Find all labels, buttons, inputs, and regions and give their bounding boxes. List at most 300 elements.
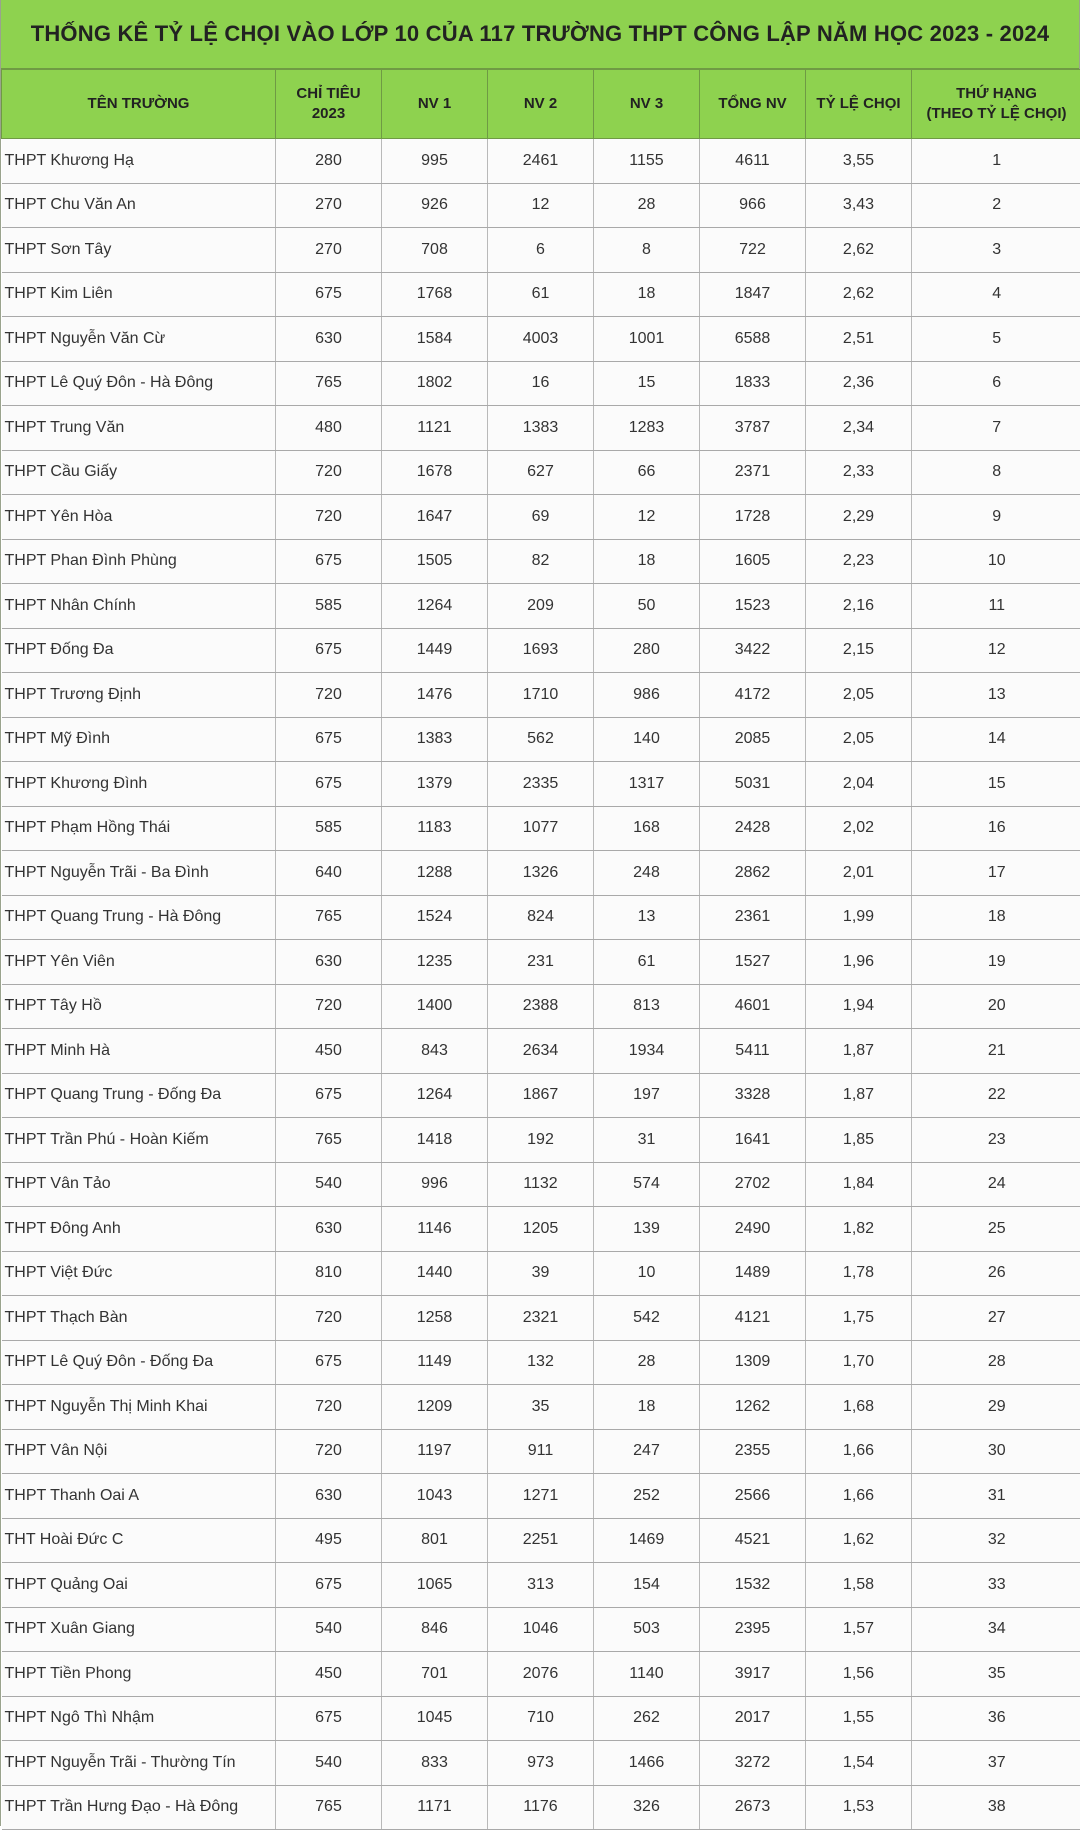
cell-nv3: 1317 xyxy=(594,762,700,807)
cell-rank: 9 xyxy=(912,495,1080,540)
cell-total-nv: 4611 xyxy=(700,139,806,184)
cell-nv3: 247 xyxy=(594,1429,700,1474)
cell-school-name: THPT Quang Trung - Đống Đa xyxy=(2,1073,276,1118)
cell-nv2: 1205 xyxy=(488,1207,594,1252)
cell-rank: 7 xyxy=(912,406,1080,451)
cell-rank: 20 xyxy=(912,984,1080,1029)
cell-quota: 675 xyxy=(276,628,382,673)
cell-nv1: 1264 xyxy=(382,1073,488,1118)
table-row xyxy=(2,1296,1080,1341)
title-bar xyxy=(1,0,1079,69)
cell-rank: 28 xyxy=(912,1340,1080,1385)
cell-total-nv: 1489 xyxy=(700,1251,806,1296)
cell-school-name: THPT Nguyễn Văn Cừ xyxy=(2,317,276,362)
cell-nv1: 1678 xyxy=(382,450,488,495)
cell-total-nv: 2490 xyxy=(700,1207,806,1252)
cell-quota: 765 xyxy=(276,361,382,406)
cell-rank: 10 xyxy=(912,539,1080,584)
cell-nv3: 248 xyxy=(594,851,700,896)
cell-total-nv: 4172 xyxy=(700,673,806,718)
cell-rank: 2 xyxy=(912,183,1080,228)
cell-nv3: 13 xyxy=(594,895,700,940)
cell-total-nv: 1605 xyxy=(700,539,806,584)
cell-nv2: 61 xyxy=(488,272,594,317)
cell-nv2: 973 xyxy=(488,1741,594,1786)
cell-total-nv: 1728 xyxy=(700,495,806,540)
cell-total-nv: 4121 xyxy=(700,1296,806,1341)
cell-quota: 675 xyxy=(276,717,382,762)
header-rank: THỨ HẠNG (THEO TỶ LỆ CHỌI) xyxy=(912,70,1080,139)
cell-school-name: THPT Nguyễn Trãi - Thường Tín xyxy=(2,1741,276,1786)
cell-nv1: 1418 xyxy=(382,1118,488,1163)
cell-quota: 585 xyxy=(276,584,382,629)
cell-nv2: 562 xyxy=(488,717,594,762)
cell-ratio: 2,51 xyxy=(806,317,912,362)
cell-school-name: THPT Kim Liên xyxy=(2,272,276,317)
cell-nv2: 1693 xyxy=(488,628,594,673)
cell-rank: 19 xyxy=(912,940,1080,985)
table-row xyxy=(2,1563,1080,1608)
cell-rank: 26 xyxy=(912,1251,1080,1296)
table-row xyxy=(2,895,1080,940)
cell-school-name: THPT Xuân Giang xyxy=(2,1607,276,1652)
table-row xyxy=(2,1741,1080,1786)
cell-ratio: 2,02 xyxy=(806,806,912,851)
cell-rank: 12 xyxy=(912,628,1080,673)
cell-quota: 495 xyxy=(276,1518,382,1563)
cell-school-name: THPT Trần Phú - Hoàn Kiếm xyxy=(2,1118,276,1163)
table-row xyxy=(2,361,1080,406)
cell-rank: 34 xyxy=(912,1607,1080,1652)
cell-quota: 720 xyxy=(276,495,382,540)
cell-nv1: 801 xyxy=(382,1518,488,1563)
table-row xyxy=(2,495,1080,540)
cell-ratio: 2,05 xyxy=(806,717,912,762)
cell-nv1: 1440 xyxy=(382,1251,488,1296)
cell-total-nv: 1847 xyxy=(700,272,806,317)
cell-total-nv: 4521 xyxy=(700,1518,806,1563)
cell-total-nv: 1833 xyxy=(700,361,806,406)
table-row xyxy=(2,1073,1080,1118)
cell-total-nv: 5411 xyxy=(700,1029,806,1074)
cell-ratio: 2,33 xyxy=(806,450,912,495)
cell-nv1: 1264 xyxy=(382,584,488,629)
cell-rank: 32 xyxy=(912,1518,1080,1563)
cell-nv1: 1183 xyxy=(382,806,488,851)
cell-total-nv: 2017 xyxy=(700,1696,806,1741)
cell-school-name: THPT Nguyễn Thị Minh Khai xyxy=(2,1385,276,1430)
cell-school-name: THPT Cầu Giấy xyxy=(2,450,276,495)
cell-school-name: THPT Sơn Tây xyxy=(2,228,276,273)
cell-rank: 18 xyxy=(912,895,1080,940)
cell-total-nv: 5031 xyxy=(700,762,806,807)
cell-nv2: 69 xyxy=(488,495,594,540)
header-nv3: NV 3 xyxy=(594,70,700,139)
cell-nv3: 1155 xyxy=(594,139,700,184)
cell-rank: 38 xyxy=(912,1785,1080,1830)
table-row xyxy=(2,984,1080,1029)
cell-nv2: 12 xyxy=(488,183,594,228)
cell-nv1: 1379 xyxy=(382,762,488,807)
cell-quota: 720 xyxy=(276,1429,382,1474)
cell-rank: 8 xyxy=(912,450,1080,495)
table-row xyxy=(2,1118,1080,1163)
table-row xyxy=(2,183,1080,228)
cell-ratio: 1,57 xyxy=(806,1607,912,1652)
cell-nv2: 1867 xyxy=(488,1073,594,1118)
cell-rank: 22 xyxy=(912,1073,1080,1118)
cell-quota: 720 xyxy=(276,1385,382,1430)
table-row xyxy=(2,673,1080,718)
cell-nv1: 1149 xyxy=(382,1340,488,1385)
cell-nv2: 824 xyxy=(488,895,594,940)
cell-nv2: 1176 xyxy=(488,1785,594,1830)
cell-nv2: 1046 xyxy=(488,1607,594,1652)
table-row xyxy=(2,406,1080,451)
cell-nv3: 574 xyxy=(594,1162,700,1207)
cell-ratio: 1,84 xyxy=(806,1162,912,1207)
cell-nv1: 1400 xyxy=(382,984,488,1029)
cell-nv2: 710 xyxy=(488,1696,594,1741)
cell-nv1: 1288 xyxy=(382,851,488,896)
cell-nv1: 1383 xyxy=(382,717,488,762)
cell-nv2: 313 xyxy=(488,1563,594,1608)
cell-total-nv: 2566 xyxy=(700,1474,806,1519)
cell-school-name: THPT Tiền Phong xyxy=(2,1652,276,1697)
cell-quota: 630 xyxy=(276,1474,382,1519)
cell-rank: 33 xyxy=(912,1563,1080,1608)
cell-nv2: 16 xyxy=(488,361,594,406)
cell-nv2: 2321 xyxy=(488,1296,594,1341)
cell-total-nv: 3272 xyxy=(700,1741,806,1786)
cell-rank: 37 xyxy=(912,1741,1080,1786)
cell-nv3: 1934 xyxy=(594,1029,700,1074)
cell-quota: 720 xyxy=(276,450,382,495)
cell-quota: 810 xyxy=(276,1251,382,1296)
cell-total-nv: 2371 xyxy=(700,450,806,495)
cell-rank: 31 xyxy=(912,1474,1080,1519)
cell-nv3: 1466 xyxy=(594,1741,700,1786)
cell-rank: 30 xyxy=(912,1429,1080,1474)
table-body xyxy=(2,139,1080,1830)
cell-rank: 24 xyxy=(912,1162,1080,1207)
cell-nv3: 8 xyxy=(594,228,700,273)
table-row xyxy=(2,940,1080,985)
cell-nv3: 15 xyxy=(594,361,700,406)
cell-nv1: 1647 xyxy=(382,495,488,540)
cell-school-name: THPT Khương Hạ xyxy=(2,139,276,184)
cell-nv1: 1197 xyxy=(382,1429,488,1474)
table-row xyxy=(2,1429,1080,1474)
cell-ratio: 1,99 xyxy=(806,895,912,940)
cell-nv2: 1271 xyxy=(488,1474,594,1519)
cell-ratio: 1,87 xyxy=(806,1029,912,1074)
cell-ratio: 2,16 xyxy=(806,584,912,629)
header-total-nv: TỔNG NV xyxy=(700,70,806,139)
table-row xyxy=(2,806,1080,851)
cell-nv3: 139 xyxy=(594,1207,700,1252)
cell-total-nv: 1641 xyxy=(700,1118,806,1163)
cell-total-nv: 1262 xyxy=(700,1385,806,1430)
cell-nv3: 326 xyxy=(594,1785,700,1830)
header-nv1: NV 1 xyxy=(382,70,488,139)
cell-nv3: 1140 xyxy=(594,1652,700,1697)
cell-school-name: THPT Minh Hà xyxy=(2,1029,276,1074)
cell-total-nv: 2673 xyxy=(700,1785,806,1830)
cell-nv3: 18 xyxy=(594,1385,700,1430)
cell-school-name: THPT Thanh Oai A xyxy=(2,1474,276,1519)
cell-ratio: 1,53 xyxy=(806,1785,912,1830)
cell-ratio: 1,85 xyxy=(806,1118,912,1163)
cell-nv3: 542 xyxy=(594,1296,700,1341)
cell-ratio: 1,82 xyxy=(806,1207,912,1252)
cell-total-nv: 3917 xyxy=(700,1652,806,1697)
cell-school-name: THPT Quảng Oai xyxy=(2,1563,276,1608)
cell-nv1: 843 xyxy=(382,1029,488,1074)
cell-rank: 25 xyxy=(912,1207,1080,1252)
cell-school-name: THPT Khương Đình xyxy=(2,762,276,807)
cell-nv2: 2076 xyxy=(488,1652,594,1697)
cell-total-nv: 966 xyxy=(700,183,806,228)
cell-nv2: 209 xyxy=(488,584,594,629)
cell-rank: 23 xyxy=(912,1118,1080,1163)
cell-quota: 630 xyxy=(276,940,382,985)
cell-nv1: 708 xyxy=(382,228,488,273)
cell-nv2: 192 xyxy=(488,1118,594,1163)
cell-school-name: THPT Ngô Thì Nhậm xyxy=(2,1696,276,1741)
cell-total-nv: 2862 xyxy=(700,851,806,896)
cell-quota: 675 xyxy=(276,1073,382,1118)
cell-ratio: 2,29 xyxy=(806,495,912,540)
cell-school-name: THPT Vân Tảo xyxy=(2,1162,276,1207)
cell-quota: 765 xyxy=(276,895,382,940)
cell-nv2: 6 xyxy=(488,228,594,273)
table-row xyxy=(2,717,1080,762)
cell-quota: 270 xyxy=(276,183,382,228)
cell-nv2: 911 xyxy=(488,1429,594,1474)
cell-quota: 675 xyxy=(276,1696,382,1741)
cell-nv1: 1146 xyxy=(382,1207,488,1252)
cell-school-name: THPT Nguyễn Trãi - Ba Đình xyxy=(2,851,276,896)
cell-school-name: THPT Việt Đức xyxy=(2,1251,276,1296)
cell-ratio: 2,04 xyxy=(806,762,912,807)
cell-quota: 540 xyxy=(276,1607,382,1652)
cell-nv1: 1584 xyxy=(382,317,488,362)
cell-quota: 540 xyxy=(276,1162,382,1207)
cell-nv1: 1065 xyxy=(382,1563,488,1608)
cell-rank: 35 xyxy=(912,1652,1080,1697)
cell-nv1: 1171 xyxy=(382,1785,488,1830)
table-row xyxy=(2,1385,1080,1430)
cell-nv3: 18 xyxy=(594,539,700,584)
cell-school-name: THPT Quang Trung - Hà Đông xyxy=(2,895,276,940)
cell-school-name: THPT Tây Hồ xyxy=(2,984,276,1029)
cell-nv1: 1505 xyxy=(382,539,488,584)
cell-nv1: 1802 xyxy=(382,361,488,406)
cell-nv2: 82 xyxy=(488,539,594,584)
table-row xyxy=(2,762,1080,807)
table-row xyxy=(2,139,1080,184)
cell-school-name: THPT Trương Định xyxy=(2,673,276,718)
cell-school-name: THPT Yên Viên xyxy=(2,940,276,985)
cell-total-nv: 2428 xyxy=(700,806,806,851)
cell-nv1: 995 xyxy=(382,139,488,184)
cell-rank: 14 xyxy=(912,717,1080,762)
cell-nv3: 50 xyxy=(594,584,700,629)
cell-quota: 675 xyxy=(276,272,382,317)
cell-ratio: 1,55 xyxy=(806,1696,912,1741)
cell-school-name: THPT Lê Quý Đôn - Đống Đa xyxy=(2,1340,276,1385)
cell-total-nv: 1309 xyxy=(700,1340,806,1385)
cell-nv3: 986 xyxy=(594,673,700,718)
cell-ratio: 2,62 xyxy=(806,272,912,317)
cell-total-nv: 4601 xyxy=(700,984,806,1029)
table-row xyxy=(2,1029,1080,1074)
cell-ratio: 1,58 xyxy=(806,1563,912,1608)
cell-ratio: 3,55 xyxy=(806,139,912,184)
cell-school-name: THPT Chu Văn An xyxy=(2,183,276,228)
cell-total-nv: 3422 xyxy=(700,628,806,673)
cell-quota: 480 xyxy=(276,406,382,451)
cell-school-name: THT Hoài Đức C xyxy=(2,1518,276,1563)
cell-total-nv: 1532 xyxy=(700,1563,806,1608)
cell-total-nv: 3787 xyxy=(700,406,806,451)
cell-nv1: 1043 xyxy=(382,1474,488,1519)
cell-ratio: 1,78 xyxy=(806,1251,912,1296)
cell-quota: 630 xyxy=(276,1207,382,1252)
cell-nv3: 503 xyxy=(594,1607,700,1652)
cell-ratio: 1,54 xyxy=(806,1741,912,1786)
cell-total-nv: 1523 xyxy=(700,584,806,629)
cell-school-name: THPT Thạch Bàn xyxy=(2,1296,276,1341)
cell-rank: 6 xyxy=(912,361,1080,406)
cell-school-name: THPT Đống Đa xyxy=(2,628,276,673)
cell-nv2: 1077 xyxy=(488,806,594,851)
cell-ratio: 1,66 xyxy=(806,1429,912,1474)
cell-quota: 765 xyxy=(276,1118,382,1163)
cell-quota: 765 xyxy=(276,1785,382,1830)
cell-nv3: 168 xyxy=(594,806,700,851)
cell-nv3: 280 xyxy=(594,628,700,673)
cell-nv3: 28 xyxy=(594,1340,700,1385)
header-nv2: NV 2 xyxy=(488,70,594,139)
cell-nv2: 2335 xyxy=(488,762,594,807)
table-row xyxy=(2,317,1080,362)
table-row xyxy=(2,851,1080,896)
cell-total-nv: 2355 xyxy=(700,1429,806,1474)
table-row xyxy=(2,1607,1080,1652)
cell-ratio: 1,56 xyxy=(806,1652,912,1697)
cell-nv3: 140 xyxy=(594,717,700,762)
cell-school-name: THPT Phan Đình Phùng xyxy=(2,539,276,584)
cell-ratio: 1,96 xyxy=(806,940,912,985)
cell-nv1: 1476 xyxy=(382,673,488,718)
cell-nv3: 66 xyxy=(594,450,700,495)
cell-school-name: THPT Yên Hòa xyxy=(2,495,276,540)
cell-nv1: 1235 xyxy=(382,940,488,985)
cell-nv3: 252 xyxy=(594,1474,700,1519)
cell-rank: 4 xyxy=(912,272,1080,317)
cell-rank: 17 xyxy=(912,851,1080,896)
cell-nv1: 701 xyxy=(382,1652,488,1697)
cell-school-name: THPT Nhân Chính xyxy=(2,584,276,629)
table-row xyxy=(2,1207,1080,1252)
cell-total-nv: 2085 xyxy=(700,717,806,762)
cell-total-nv: 722 xyxy=(700,228,806,273)
cell-nv2: 1132 xyxy=(488,1162,594,1207)
table-row xyxy=(2,1251,1080,1296)
table-row xyxy=(2,539,1080,584)
table-row xyxy=(2,272,1080,317)
table-row xyxy=(2,1474,1080,1519)
cell-rank: 27 xyxy=(912,1296,1080,1341)
cell-nv2: 35 xyxy=(488,1385,594,1430)
cell-nv1: 1449 xyxy=(382,628,488,673)
cell-school-name: THPT Mỹ Đình xyxy=(2,717,276,762)
cell-nv1: 1524 xyxy=(382,895,488,940)
cell-ratio: 2,23 xyxy=(806,539,912,584)
table-row xyxy=(2,1696,1080,1741)
cell-ratio: 1,66 xyxy=(806,1474,912,1519)
cell-ratio: 1,87 xyxy=(806,1073,912,1118)
cell-rank: 15 xyxy=(912,762,1080,807)
table-row xyxy=(2,1340,1080,1385)
cell-nv3: 154 xyxy=(594,1563,700,1608)
table-row xyxy=(2,1518,1080,1563)
cell-ratio: 3,43 xyxy=(806,183,912,228)
cell-nv2: 132 xyxy=(488,1340,594,1385)
cell-nv1: 926 xyxy=(382,183,488,228)
cell-nv2: 1383 xyxy=(488,406,594,451)
cell-nv3: 1469 xyxy=(594,1518,700,1563)
cell-nv3: 1283 xyxy=(594,406,700,451)
cell-school-name: THPT Phạm Hồng Thái xyxy=(2,806,276,851)
cell-nv3: 813 xyxy=(594,984,700,1029)
cell-school-name: THPT Trần Hưng Đạo - Hà Đông xyxy=(2,1785,276,1830)
cell-nv1: 833 xyxy=(382,1741,488,1786)
table-row xyxy=(2,1652,1080,1697)
cell-school-name: THPT Đông Anh xyxy=(2,1207,276,1252)
cell-quota: 675 xyxy=(276,1563,382,1608)
cell-nv3: 12 xyxy=(594,495,700,540)
cell-rank: 29 xyxy=(912,1385,1080,1430)
cell-nv2: 2251 xyxy=(488,1518,594,1563)
table-row xyxy=(2,1785,1080,1830)
cell-ratio: 2,15 xyxy=(806,628,912,673)
cell-school-name: THPT Vân Nội xyxy=(2,1429,276,1474)
page-title: THỐNG KÊ TỶ LỆ CHỌI VÀO LỚP 10 CỦA 117 TRƯỜNG THPT CÔNG LẬP NĂM HỌC 2023 - 2024 xyxy=(31,21,1050,47)
school-ratio-table xyxy=(1,69,1080,1830)
cell-nv1: 1209 xyxy=(382,1385,488,1430)
cell-quota: 270 xyxy=(276,228,382,273)
cell-nv2: 231 xyxy=(488,940,594,985)
cell-ratio: 2,01 xyxy=(806,851,912,896)
cell-quota: 640 xyxy=(276,851,382,896)
cell-nv1: 1768 xyxy=(382,272,488,317)
cell-rank: 36 xyxy=(912,1696,1080,1741)
cell-total-nv: 2361 xyxy=(700,895,806,940)
cell-rank: 1 xyxy=(912,139,1080,184)
cell-ratio: 2,62 xyxy=(806,228,912,273)
cell-nv3: 61 xyxy=(594,940,700,985)
header-school-name: TÊN TRƯỜNG xyxy=(2,70,276,139)
cell-quota: 585 xyxy=(276,806,382,851)
cell-quota: 720 xyxy=(276,1296,382,1341)
cell-total-nv: 6588 xyxy=(700,317,806,362)
cell-ratio: 1,68 xyxy=(806,1385,912,1430)
cell-quota: 675 xyxy=(276,762,382,807)
cell-nv1: 996 xyxy=(382,1162,488,1207)
